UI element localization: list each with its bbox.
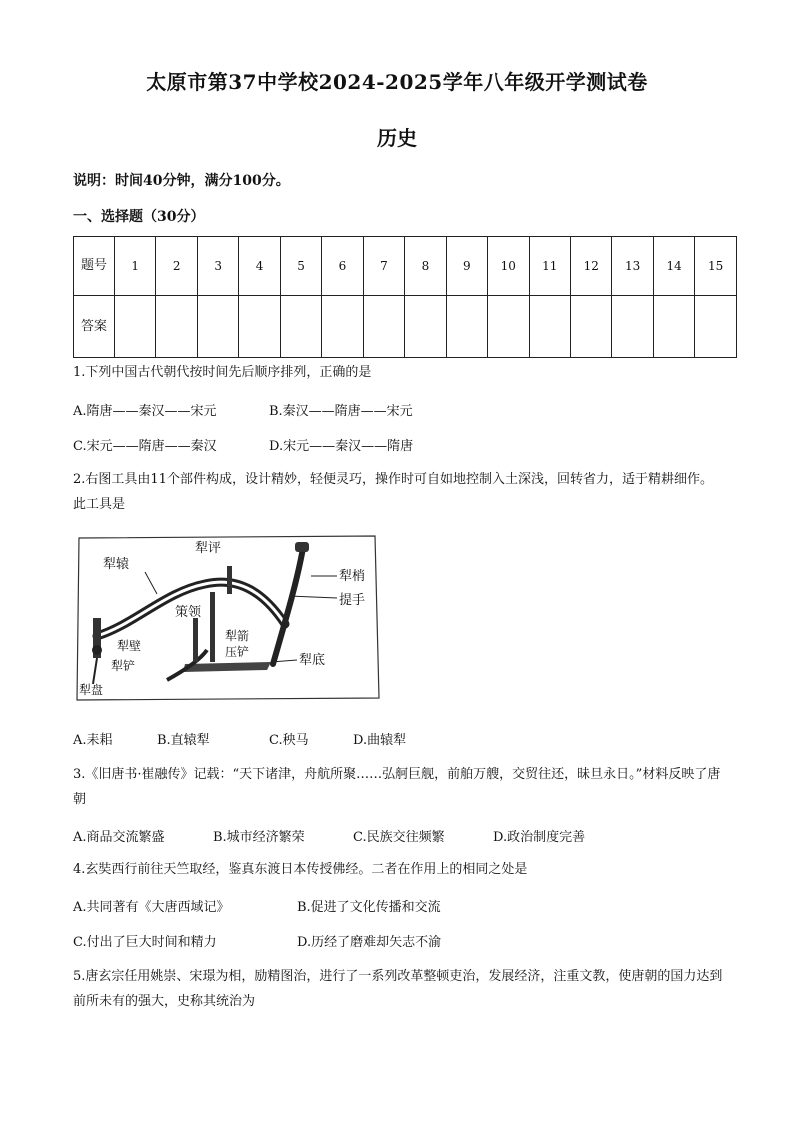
row-label-question-number: 题号 (74, 237, 115, 296)
question-number-cell: 7 (363, 237, 404, 296)
question-number-cell: 8 (405, 237, 446, 296)
curved-plough-figure (75, 532, 381, 702)
label-plough-beam: 犁辕 (103, 557, 130, 572)
answer-cell[interactable] (529, 296, 570, 358)
answer-cell[interactable] (156, 296, 197, 358)
label-plough-post: 策领 (175, 605, 202, 620)
option-a[interactable]: A.共同著有《大唐西域记》 (73, 900, 230, 915)
handle-grip (295, 542, 309, 552)
label-plough-share: 犁铲 (111, 659, 136, 673)
question-3-stem: 3.《旧唐书·崔融传》记载：“天下诸津，舟航所聚……弘舸巨舰，前舶万艘，交贸往还，昧旦永日。”材料反映了唐朝 (73, 767, 721, 807)
label-plough-arrow: 犁箭 (225, 629, 250, 643)
answer-cell[interactable] (115, 296, 156, 358)
question-4-stem: 4.玄奘西行前往天竺取经，鉴真东渡日本传授佛经。二者在作用上的相同之处是 (73, 862, 528, 877)
option-b[interactable]: B.直辕犁 (157, 733, 210, 748)
question-1-stem: 1.下列中国古代朝代按时间先后顺序排列，正确的是 (73, 365, 372, 380)
answer-cell[interactable] (612, 296, 653, 358)
option-c[interactable]: C.宋元——隋唐——秦汉 (73, 439, 217, 454)
option-b[interactable]: B.促进了文化传播和交流 (297, 900, 441, 915)
label-plough-disc: 犁盘 (79, 683, 104, 697)
label-press-share: 压铲 (225, 645, 250, 659)
question-number-cell: 15 (695, 237, 737, 296)
label-plough-handle: 犁梢 (339, 569, 366, 584)
option-d[interactable]: D.政治制度完善 (493, 830, 586, 845)
option-c[interactable]: C.民族交往频繁 (353, 830, 445, 845)
plough-adjuster (227, 566, 232, 594)
question-number-cell: 6 (322, 237, 363, 296)
option-a[interactable]: A.耒耜 (73, 733, 113, 748)
answer-cell[interactable] (695, 296, 737, 358)
answer-cell[interactable] (653, 296, 694, 358)
label-mouldboard: 犁壁 (117, 639, 142, 653)
question-number-cell: 1 (115, 237, 156, 296)
answer-row (74, 296, 737, 358)
question-number-cell: 10 (488, 237, 529, 296)
option-d[interactable]: D.宋元——秦汉——隋唐 (269, 439, 414, 454)
question-number-cell: 12 (570, 237, 611, 296)
option-c[interactable]: C.秧马 (269, 733, 309, 748)
subject-title: 历史 (377, 126, 417, 150)
label-plough-adjuster: 犁评 (195, 541, 222, 556)
question-number-cell: 14 (653, 237, 694, 296)
question-number-cell: 9 (446, 237, 487, 296)
question-5-stem: 5.唐玄宗任用姚崇、宋璟为相，励精图治，进行了一系列改革整顿吏治，发展经济，注重文教，使唐朝的国力达到前所未有的强大，史称其统治为 (73, 969, 723, 1009)
question-number-cell: 13 (612, 237, 653, 296)
label-plough-sole: 犁底 (299, 653, 326, 668)
answer-cell[interactable] (488, 296, 529, 358)
question-number-cell: 11 (529, 237, 570, 296)
option-d[interactable]: D.曲辕犁 (353, 733, 407, 748)
option-b[interactable]: B.城市经济繁荣 (213, 830, 305, 845)
question-2-stem: 2.右图工具由11个部件构成，设计精妙，轻便灵巧，操作时可自如地控制入土深浅，回转省力，适于精耕细作。此工具是 (73, 472, 713, 512)
option-a[interactable]: A.隋唐——秦汉——宋元 (73, 404, 217, 419)
answer-cell[interactable] (280, 296, 321, 358)
answer-cell[interactable] (570, 296, 611, 358)
plough-arrow (210, 592, 215, 662)
answer-cell[interactable] (405, 296, 446, 358)
section-heading: 一、选择题（30分） (73, 209, 205, 225)
label-grip: 提手 (339, 593, 366, 608)
answer-cell[interactable] (446, 296, 487, 358)
question-number-cell: 2 (156, 237, 197, 296)
answer-cell[interactable] (322, 296, 363, 358)
answer-table (73, 236, 737, 358)
answer-cell[interactable] (197, 296, 238, 358)
question-number-row (74, 237, 737, 296)
option-d[interactable]: D.历经了磨难却矢志不渝 (297, 935, 442, 950)
exam-title: 太原市第37中学校2024-2025学年八年级开学测试卷 (146, 70, 648, 94)
question-number-cell: 5 (280, 237, 321, 296)
exam-note: 说明：时间40分钟，满分100分。 (73, 173, 290, 189)
answer-cell[interactable] (363, 296, 404, 358)
plough-handle (273, 548, 303, 664)
answer-cell[interactable] (239, 296, 280, 358)
option-a[interactable]: A.商品交流繁盛 (73, 830, 165, 845)
row-label-answer: 答案 (74, 296, 115, 358)
question-number-cell: 4 (239, 237, 280, 296)
question-number-cell: 3 (197, 237, 238, 296)
plough-post (193, 618, 198, 662)
option-b[interactable]: B.秦汉——隋唐——宋元 (269, 404, 413, 419)
option-c[interactable]: C.付出了巨大时间和精力 (73, 935, 217, 950)
